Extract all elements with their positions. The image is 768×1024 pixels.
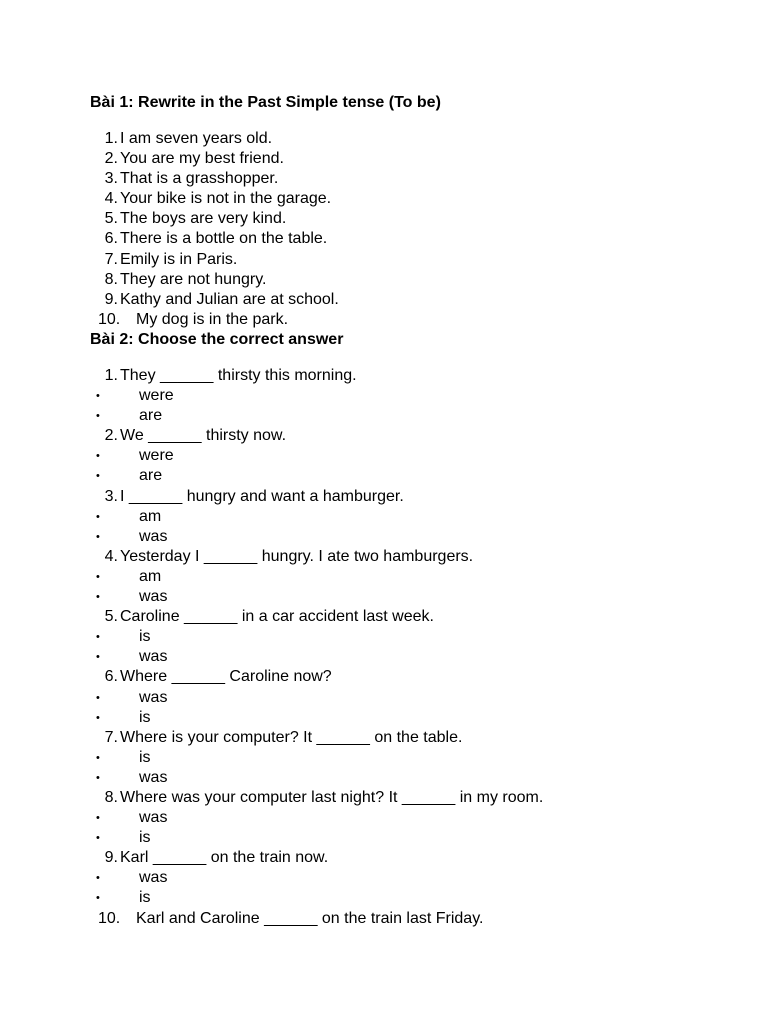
item-text: Kathy and Julian are at school. — [120, 290, 339, 308]
item-number: 5. — [104, 608, 118, 626]
bullet-icon: • — [96, 450, 100, 463]
answer-option — [0, 466, 768, 486]
list-item — [0, 149, 768, 169]
option-text: is — [139, 748, 151, 766]
list-item — [0, 667, 768, 687]
list-item — [0, 290, 768, 310]
option-text: am — [139, 507, 162, 525]
list-item — [0, 229, 768, 249]
answer-option — [0, 627, 768, 647]
answer-option — [0, 828, 768, 848]
answer-option — [0, 587, 768, 607]
option-text: are — [139, 467, 163, 485]
answer-option — [0, 688, 768, 708]
bullet-icon: • — [96, 872, 100, 885]
list-item — [0, 129, 768, 149]
bullet-icon: • — [96, 832, 100, 845]
item-text: Yesterday I ______ hungry. I ate two hamburgers. — [120, 547, 474, 565]
list-item — [0, 270, 768, 290]
option-text: was — [139, 688, 168, 706]
answer-option — [0, 708, 768, 728]
item-number: 8. — [104, 788, 118, 806]
item-text: Your bike is not in the garage. — [120, 190, 332, 208]
bullet-icon: • — [96, 510, 100, 523]
list-item — [0, 426, 768, 446]
item-text: You are my best friend. — [120, 150, 284, 168]
list-item — [0, 607, 768, 627]
item-number: 10. — [98, 909, 121, 927]
item-text: Where was your computer last night? It ______ in my room. — [120, 788, 544, 806]
answer-option — [0, 507, 768, 527]
option-text: were — [139, 447, 174, 465]
item-number: 4. — [104, 190, 118, 208]
item-number: 1. — [104, 130, 118, 147]
list-item — [0, 189, 768, 209]
bullet-icon: • — [96, 570, 100, 583]
item-text: Emily is in Paris. — [120, 250, 238, 268]
bullet-icon: • — [96, 812, 100, 825]
item-number: 10. — [98, 310, 121, 328]
bullet-icon: • — [96, 530, 100, 543]
option-text: was — [139, 869, 168, 887]
option-text: is — [139, 829, 151, 847]
answer-option — [0, 868, 768, 888]
answer-option — [0, 768, 768, 788]
list-item — [0, 209, 768, 229]
answer-option — [0, 647, 768, 667]
option-text: is — [139, 708, 151, 726]
answer-option — [0, 808, 768, 828]
list-item — [0, 487, 768, 507]
list-item — [0, 310, 768, 330]
bullet-icon: • — [96, 771, 100, 784]
item-text: Caroline ______ in a car accident last week. — [120, 608, 434, 626]
item-text: Karl ______ on the train now. — [120, 849, 329, 867]
item-number: 3. — [104, 487, 118, 505]
answer-option — [0, 406, 768, 426]
item-number: 2. — [104, 427, 118, 445]
list-item — [0, 169, 768, 189]
item-text: There is a bottle on the table. — [120, 230, 328, 248]
answer-option — [0, 386, 768, 406]
bullet-icon: • — [96, 711, 100, 724]
item-number: 6. — [104, 668, 118, 686]
bullet-icon: • — [96, 410, 100, 423]
answer-option — [0, 527, 768, 547]
answer-option — [0, 446, 768, 466]
exercise-1-list — [0, 129, 768, 330]
item-number: 8. — [104, 270, 118, 288]
option-text: was — [139, 588, 168, 606]
item-text: The boys are very kind. — [120, 210, 287, 228]
bullet-icon: • — [96, 892, 100, 905]
bullet-icon: • — [96, 691, 100, 704]
bullet-icon: • — [96, 390, 100, 403]
item-number: 7. — [104, 250, 118, 268]
list-item — [0, 848, 768, 868]
item-number: 3. — [104, 170, 118, 188]
item-text: They ______ thirsty this morning. — [120, 367, 357, 384]
item-text: My dog is in the park. — [136, 310, 289, 328]
item-number: 6. — [104, 230, 118, 248]
item-number: 4. — [104, 547, 118, 565]
item-text: We ______ thirsty now. — [120, 427, 287, 445]
option-text: is — [139, 628, 151, 646]
option-text: are — [139, 407, 163, 425]
list-item — [0, 547, 768, 567]
answer-option — [0, 748, 768, 768]
item-number: 1. — [104, 367, 118, 384]
option-text: were — [139, 387, 174, 405]
item-number: 9. — [104, 849, 118, 867]
list-item — [0, 250, 768, 270]
item-number: 5. — [104, 210, 118, 228]
option-text: was — [139, 809, 168, 827]
item-number: 2. — [104, 150, 118, 168]
list-item — [0, 788, 768, 808]
list-item — [0, 366, 768, 386]
bullet-icon: • — [96, 591, 100, 604]
item-number: 9. — [104, 290, 118, 308]
option-text: was — [139, 527, 168, 545]
option-text: is — [139, 889, 151, 907]
option-text: was — [139, 648, 168, 666]
item-text: Where is your computer? It ______ on the table. — [120, 728, 463, 746]
bullet-icon: • — [96, 751, 100, 764]
exercise-1-title: Bài 1: Rewrite in the Past Simple tense (To be) — [90, 94, 441, 111]
option-text: am — [139, 567, 162, 585]
item-text: Where ______ Caroline now? — [120, 668, 332, 686]
item-text: I am seven years old. — [120, 130, 273, 147]
bullet-icon: • — [96, 651, 100, 664]
item-text: They are not hungry. — [120, 270, 267, 288]
item-text: That is a grasshopper. — [120, 170, 279, 188]
item-number: 7. — [104, 728, 118, 746]
bullet-icon: • — [96, 631, 100, 644]
option-text: was — [139, 768, 168, 786]
exercise-2-title: Bài 2: Choose the correct answer — [90, 331, 344, 348]
list-item — [0, 728, 768, 748]
list-item — [0, 909, 768, 929]
answer-option — [0, 567, 768, 587]
answer-option — [0, 888, 768, 908]
bullet-icon: • — [96, 470, 100, 483]
item-text: Karl and Caroline ______ on the train last Friday. — [136, 909, 484, 927]
exercise-2-list — [0, 366, 768, 929]
item-text: I ______ hungry and want a hamburger. — [120, 487, 404, 505]
